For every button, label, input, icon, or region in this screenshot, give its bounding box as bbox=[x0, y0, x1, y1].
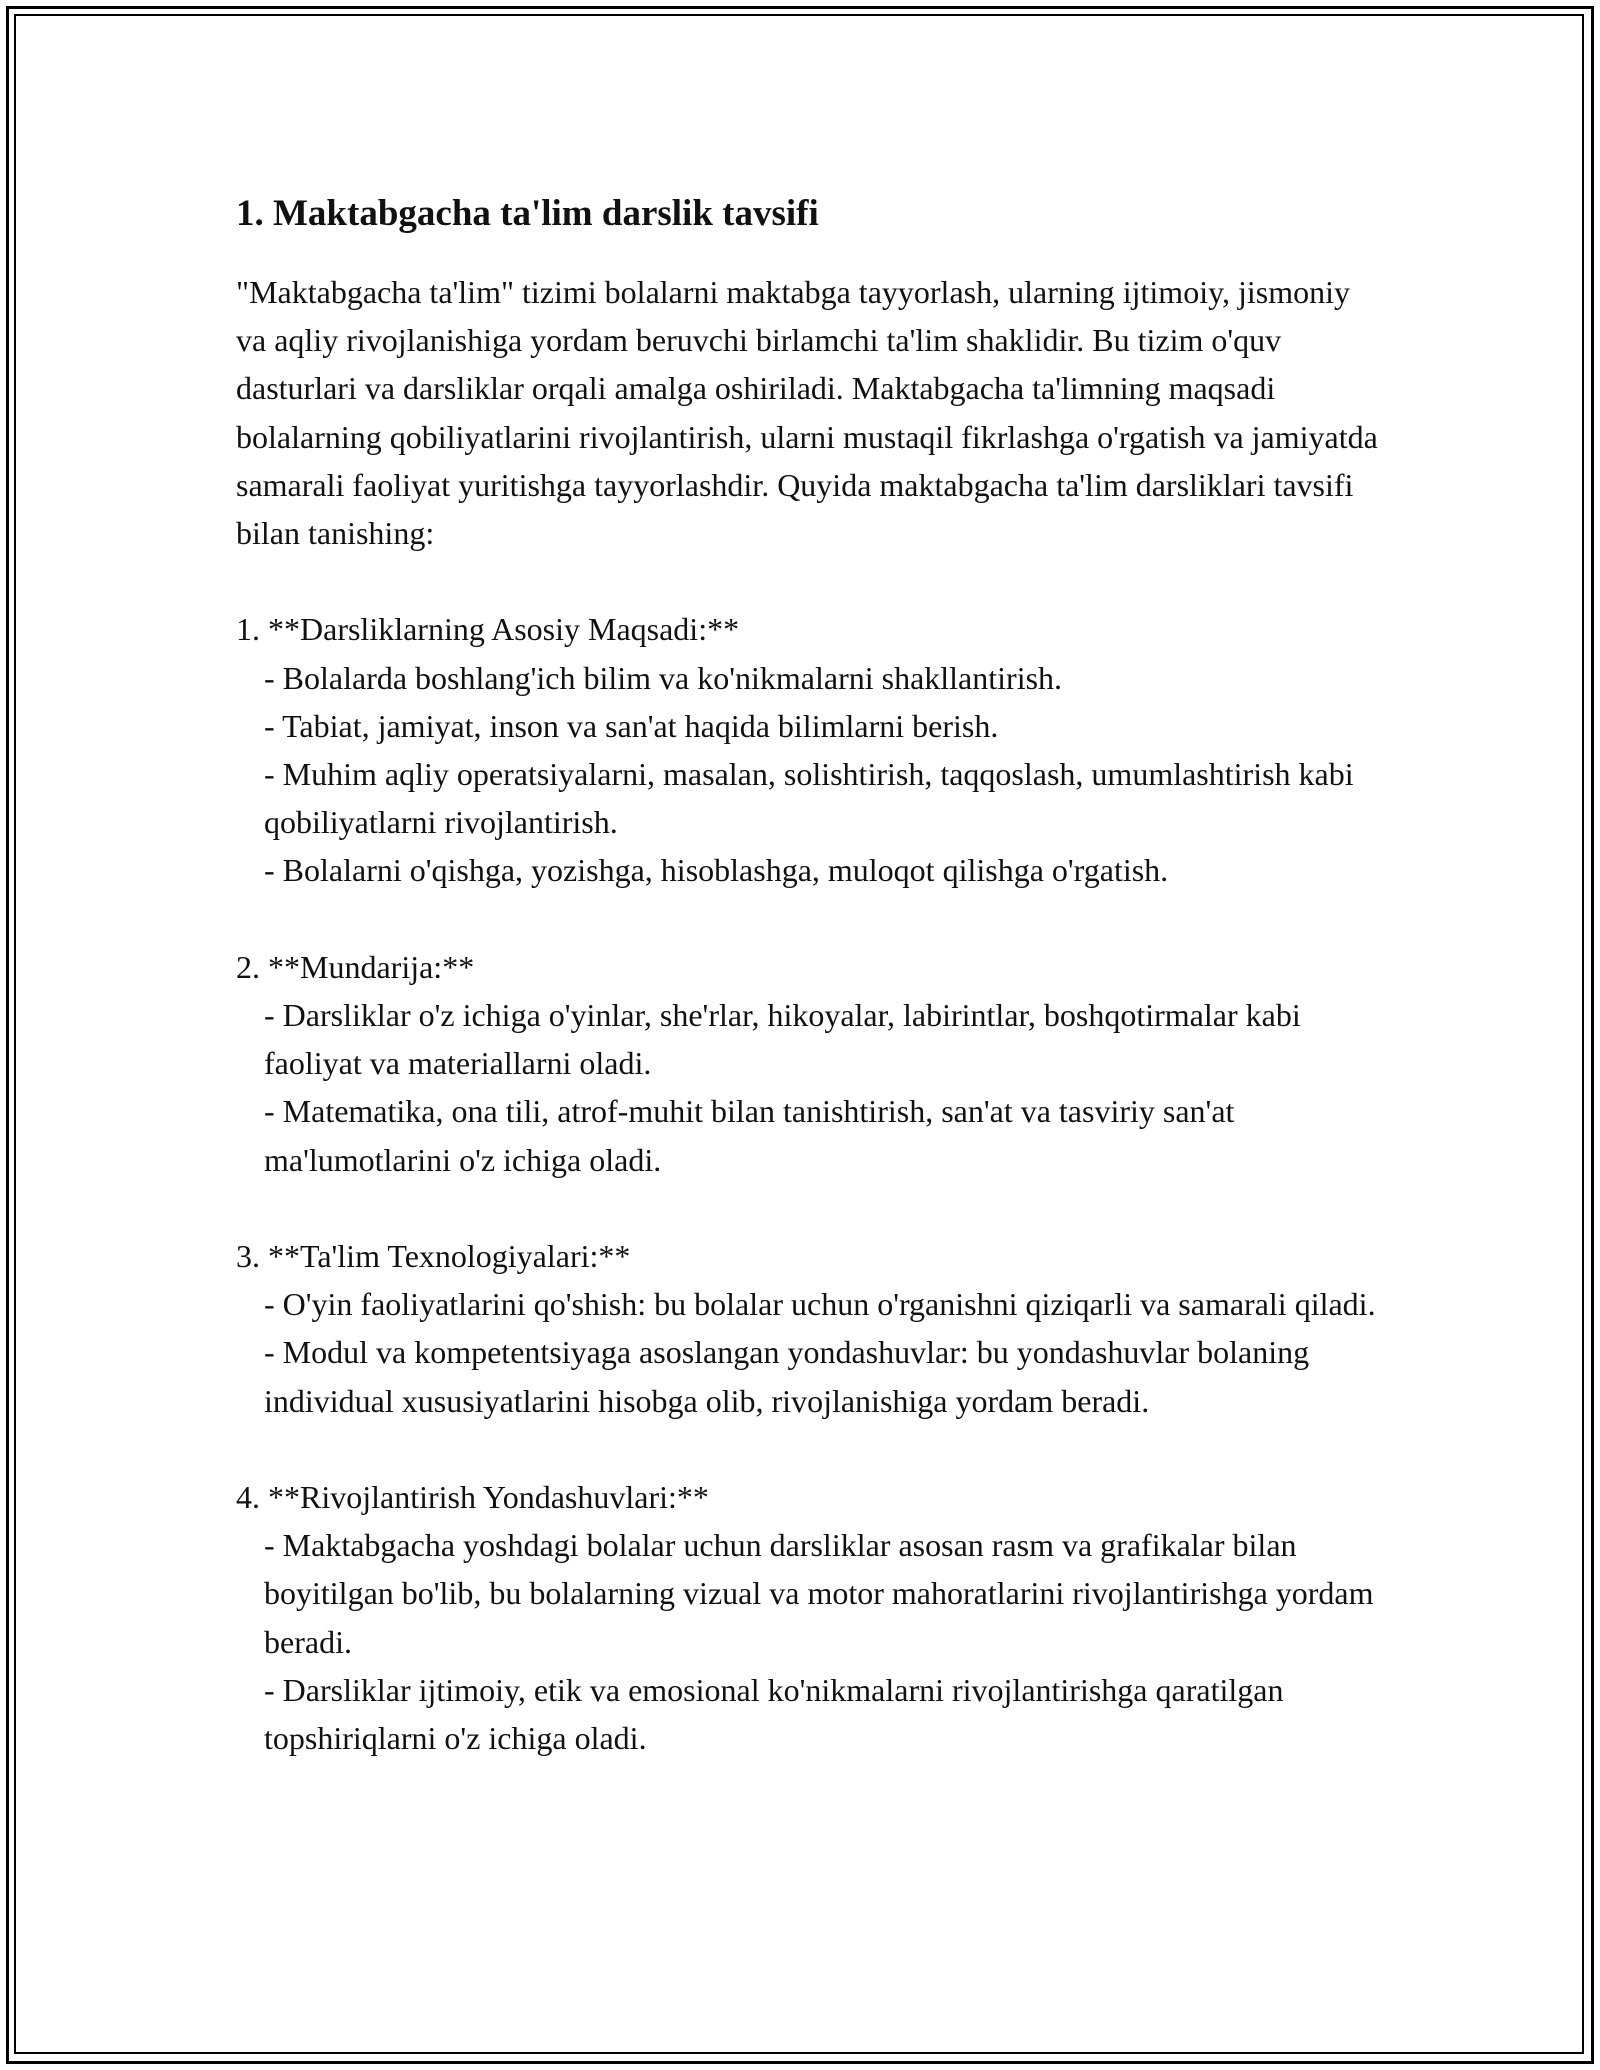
section-heading: 2. **Mundarija:** bbox=[236, 948, 475, 985]
bullet-item: - Darsliklar ijtimoiy, etik va emosional ko'nikmalarni rivojlantirishga qaratilgan topshiriqlarni o'z ichiga oladi. bbox=[264, 1671, 1292, 1757]
section-heading: 1. **Darsliklarning Asosiy Maqsadi:** bbox=[236, 611, 740, 648]
section-goals bbox=[236, 605, 1386, 894]
bullet-item: - Bolalarda boshlang'ich bilim va ko'nikmalarni shakllantirish. bbox=[264, 659, 1063, 696]
bullet-item: - Modul va kompetentsiyaga asoslangan yondashuvlar: bu yondashuvlar bolaning individual xususiyatlarini hisobga olib, rivojlanishiga yordam beradi. bbox=[264, 1334, 1318, 1419]
intro-paragraph: "Maktabgacha ta'lim" tizimi bolalarni maktabga tayyorlash, ularning ijtimoiy, jismoniy va aqliy rivojlanishiga yordam beruvchi birlamchi ta'lim shaklidir. Bu tizim o'quv dasturlari va darsliklar orqali amalga oshiriladi. Maktabgacha ta'limning maqsadi bolalarning qobiliyatlarini rivojlantirish, ularni mustaqil fikrlashga o'rgatish va jamiyatda samarali faoliyat yuritishga tayyorlashdir. Quyida maktabgacha ta'lim darsliklari tavsifi bilan tanishing: bbox=[236, 274, 1378, 552]
bullet-item: - Bolalarni o'qishga, yozishga, hisoblashga, muloqot qilishga o'rgatish. bbox=[264, 852, 1169, 889]
bullet-item: - Muhim aqliy operatsiyalarni, masalan, solishtirish, taqqoslash, umumlashtirish kabi qobiliyatlarni rivojlantirish. bbox=[264, 756, 1362, 841]
section-contents bbox=[236, 943, 1386, 1184]
document-body bbox=[236, 184, 1386, 1762]
bullet-item: - O'yin faoliyatlarini qo'shish: bu bolalar uchun o'rganishni qiziqarli va samarali qiladi. bbox=[264, 1286, 1376, 1323]
section-approaches bbox=[236, 1473, 1386, 1762]
bullet-item: - Matematika, ona tili, atrof-muhit bilan tanishtirish, san'at va tasviriy san'at ma'lumotlarini o'z ichiga oladi. bbox=[264, 1093, 1243, 1178]
section-heading: 3. **Ta'lim Texnologiyalari:** bbox=[236, 1238, 631, 1275]
section-technologies bbox=[236, 1232, 1386, 1425]
bullet-item: - Darsliklar o'z ichiga o'yinlar, she'rlar, hikoyalar, labirintlar, boshqotirmalar kabi faoliyat va materiallarni oladi. bbox=[264, 997, 1309, 1082]
bullet-item: - Tabiat, jamiyat, inson va san'at haqida bilimlarni berish. bbox=[264, 707, 999, 744]
bullet-item: - Maktabgacha yoshdagi bolalar uchun darsliklar asosan rasm va grafikalar bilan boyitilgan bo'lib, bu bolalarning vizual va motor mahoratlarini rivojlantirishga yordam beradi. bbox=[264, 1527, 1382, 1660]
document-title: 1. Maktabgacha ta'lim darslik tavsifi bbox=[236, 193, 819, 234]
section-heading: 4. **Rivojlantirish Yondashuvlari:** bbox=[236, 1479, 709, 1516]
